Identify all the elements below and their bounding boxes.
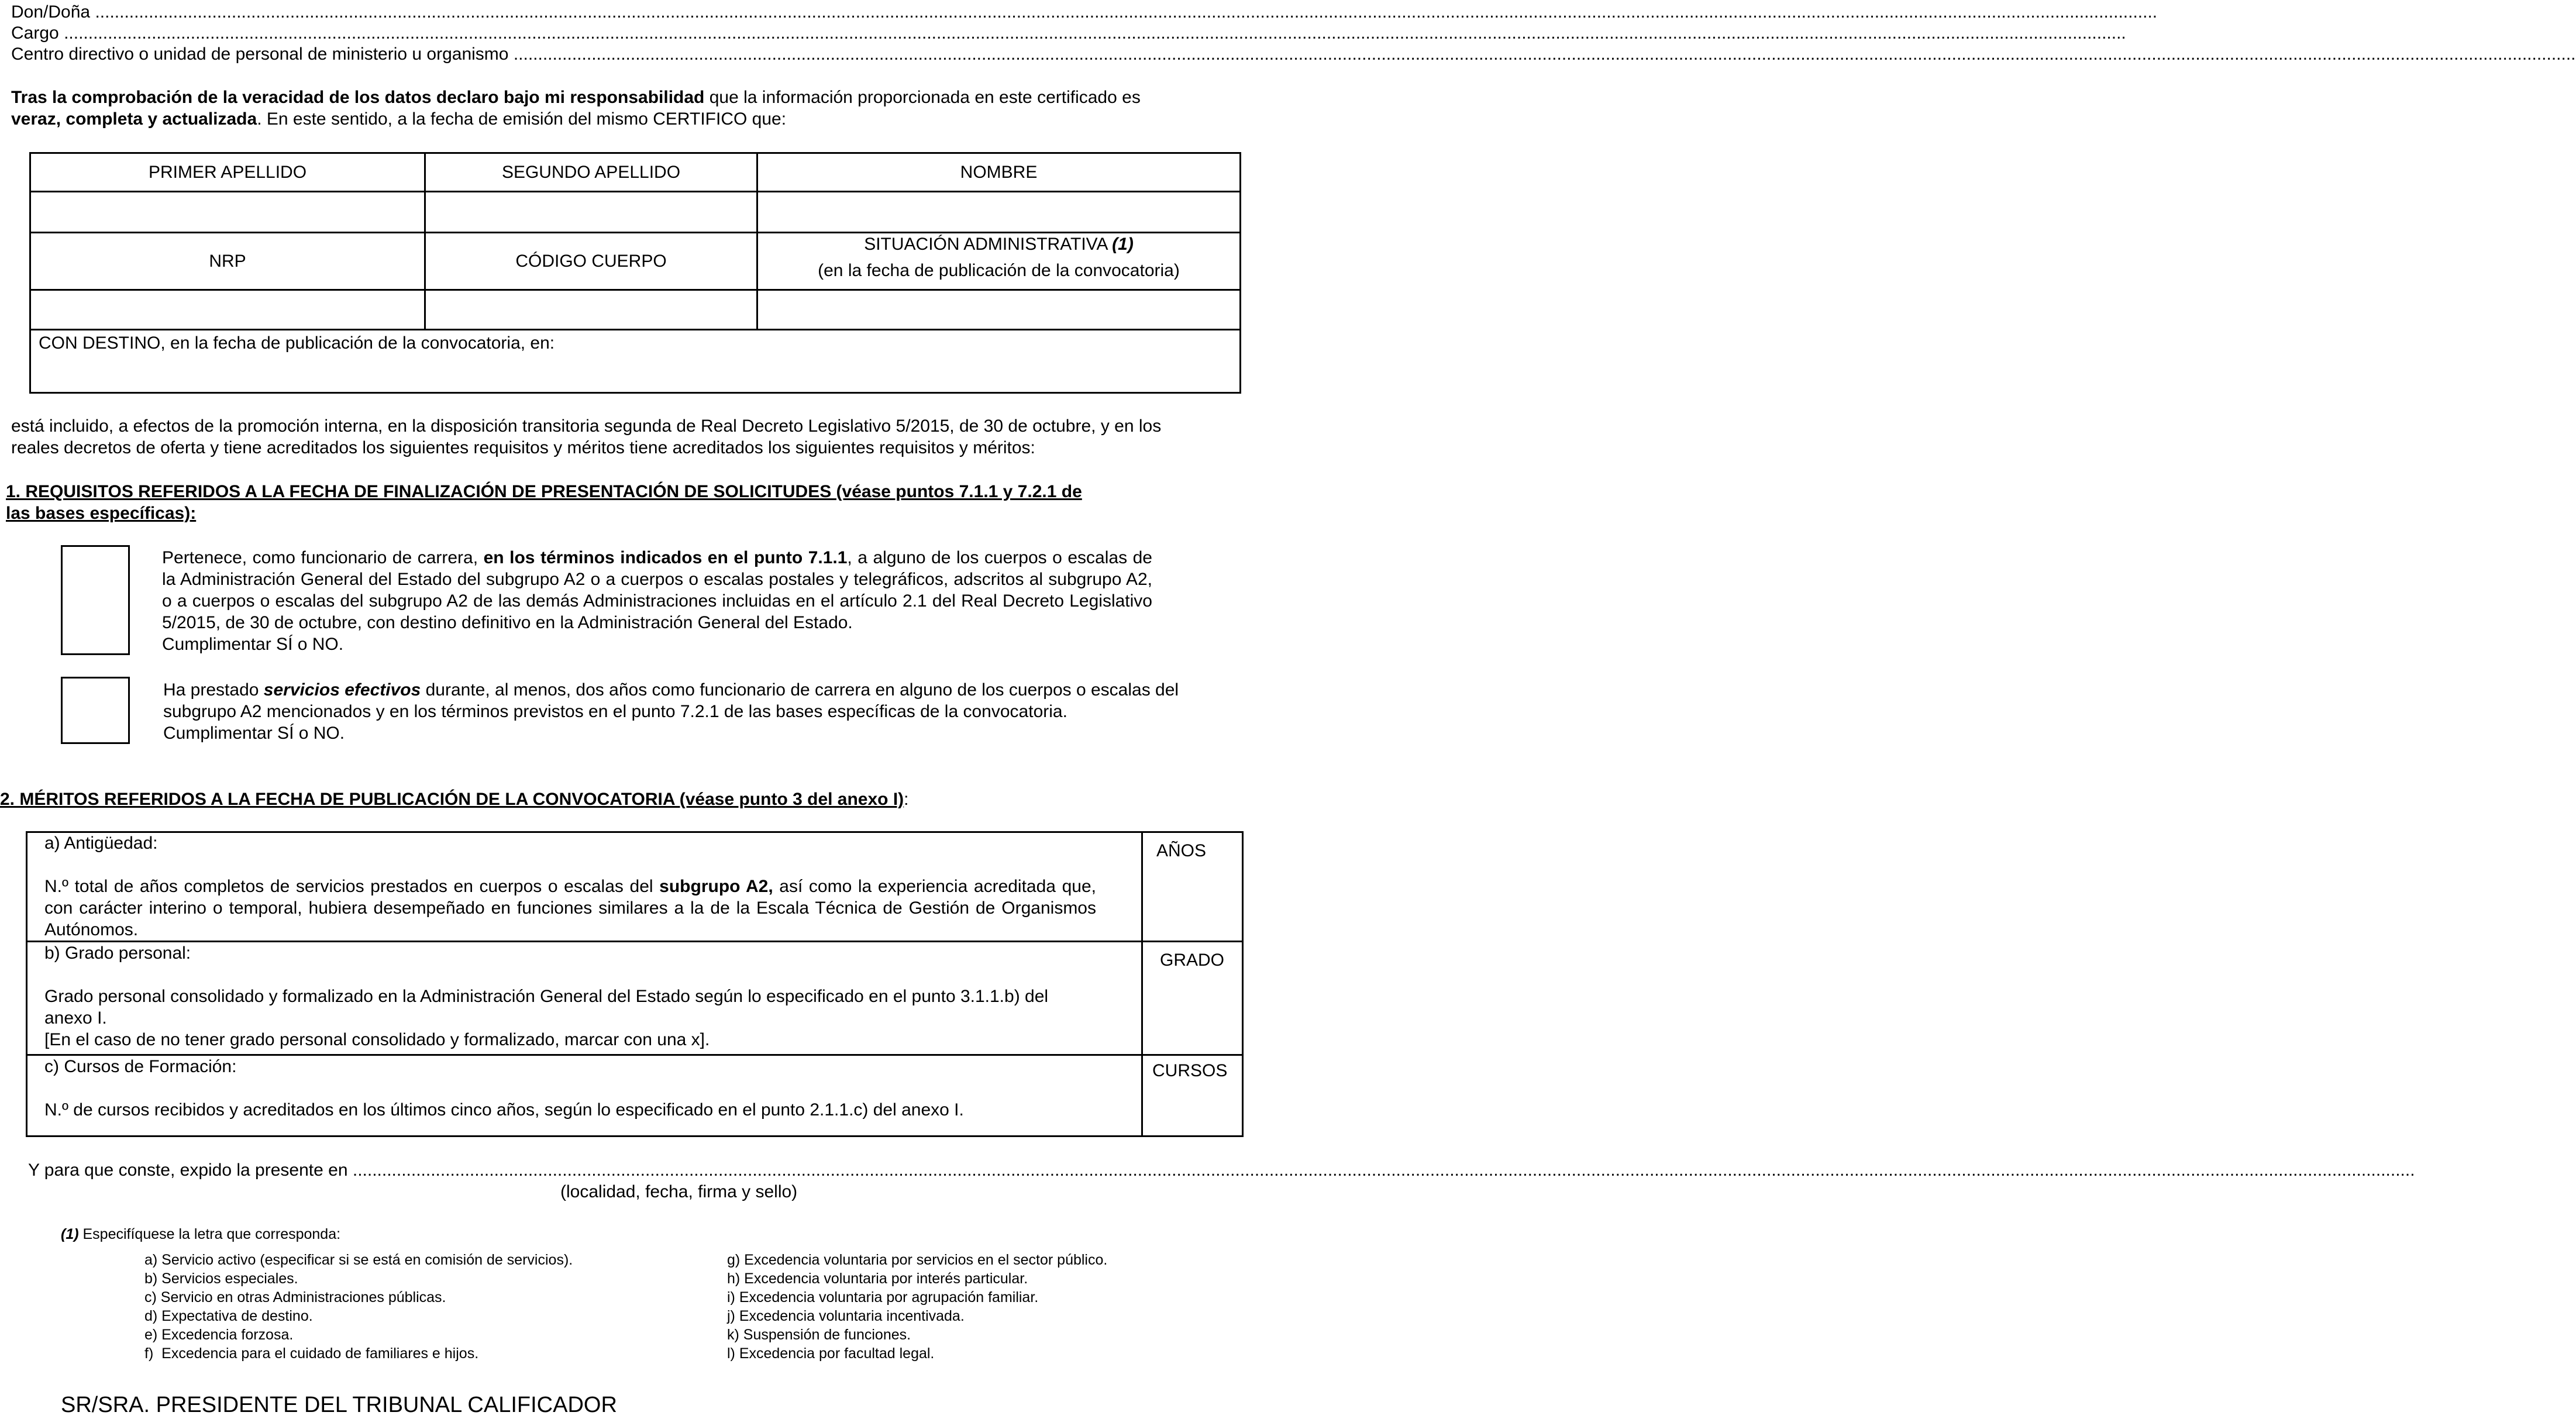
req1-bold: en los términos indicados en el punto 7.1.1 xyxy=(483,548,848,567)
list-item: l) Excedencia por facultad legal. xyxy=(727,1345,935,1362)
list-item: h) Excedencia voluntaria por interés particular. xyxy=(727,1270,1028,1287)
situacion-field[interactable] xyxy=(758,291,1239,329)
section2-title xyxy=(0,788,909,810)
list-item: k) Suspensión de funciones. xyxy=(727,1327,911,1343)
req1-b: , a alguno de los cuerpos o escalas de la Administración General del Estado del subgrupo A2 o a cuerpos o escalas postales y telegráficos, adscritos al subgrupo A2, o a cuerpos o escalas del subgrupo A2 de las demás Administraciones incluidas en el artículo 2.1 del Real Decreto Legislativo 5/2015, de 30 de octubre, con destino definitivo en la Administración General del Estado. xyxy=(162,548,1152,632)
requisito-2-text xyxy=(163,679,1210,744)
requisito-2-checkbox[interactable] xyxy=(61,677,130,744)
grado-text-1: Grado personal consolidado y formalizado en la Administración General del Estado según lo especificado en el punto 3.1.1.b) del anexo I. xyxy=(44,987,1049,1028)
list-item: c) Servicio en otras Administraciones públicas. xyxy=(144,1289,446,1306)
section1-title-line-1: 1. REQUISITOS REFERIDOS A LA FECHA DE FINALIZACIÓN DE PRESENTACIÓN DE SOLICITUDES (véase puntos 7.1.1 y 7.2.1 de xyxy=(6,482,1082,501)
list-item: a) Servicio activo (especificar si se está en comisión de servicios). xyxy=(144,1252,573,1268)
cursos-col-label: CURSOS xyxy=(1152,1061,1228,1080)
header-situacion xyxy=(758,233,1239,289)
closing-sub: (localidad, fecha, firma y sello) xyxy=(560,1182,798,1201)
header-primer-apellido: PRIMER APELLIDO xyxy=(148,163,307,182)
req2-b: durante, al menos, dos años como funcionario de carrera en alguno de los cuerpos o escalas del subgrupo A2 mencionados y en los términos previstos en el punto 7.2.1 de las bases específicas de la convocatoria. xyxy=(163,680,1179,721)
antiguedad-text-2: así como la experiencia acreditada que, con carácter interino o temporal, hubiera desempeñado en funciones similares a la de la Escala Técnica de Gestión de Organismos Autónomos. xyxy=(44,877,1096,939)
declaration-text-1: que la información proporcionada en este certificado es xyxy=(704,88,1141,107)
antiguedad-bold: subgrupo A2, xyxy=(659,877,773,896)
addressee: SR/SRA. PRESIDENTE DEL TRIBUNAL CALIFICADOR xyxy=(61,1393,617,1417)
dots: ....................................................................................................................................................................................................................................................................................................................................................................................................................................... xyxy=(95,2,2158,22)
list-item: i) Excedencia voluntaria por agrupación familiar. xyxy=(727,1289,1039,1306)
divider xyxy=(26,941,1244,942)
cursos-text: N.º de cursos recibidos y acreditados en los últimos cinco años, según lo especificado en el punto 2.1.1.c) del anexo I. xyxy=(44,1100,964,1120)
header-segundo-apellido: SEGUNDO APELLIDO xyxy=(501,163,681,182)
list-item: j) Excedencia voluntaria incentivada. xyxy=(727,1308,965,1324)
cursos-field[interactable] xyxy=(1143,1056,1244,1137)
declaration-bold-2: veraz, completa y actualizada xyxy=(11,109,257,129)
included-line-1: está incluido, a efectos de la promoción interna, en la disposición transitoria segunda de Real Decreto Legislativo 5/2015, de 30 de octubre, y en los xyxy=(11,416,1162,436)
grado-label: b) Grado personal: xyxy=(44,943,191,963)
anos-label: AÑOS xyxy=(1156,841,1207,860)
dots: ....................................................................................................................................................................................................................................................................................................................................................................................................................................... xyxy=(513,44,2576,64)
footnote-ref: (1) xyxy=(61,1226,79,1242)
list-item: b) Servicios especiales. xyxy=(144,1270,298,1287)
requisito-1-text xyxy=(162,547,1152,655)
header-codigo-cuerpo: CÓDIGO CUERPO xyxy=(515,252,667,271)
don-dona-label: Don/Doña xyxy=(11,2,91,22)
grado-text-2: [En el caso de no tener grado personal consolidado y formalizado, marcar con una x]. xyxy=(44,1030,710,1049)
antiguedad-label: a) Antigüedad: xyxy=(44,834,158,853)
declaration-bold-1: Tras la comprobación de la veracidad de los datos declaro bajo mi responsabilidad xyxy=(11,88,705,107)
section1-title-line-2: las bases específicas): xyxy=(6,504,197,523)
codigo-cuerpo-field[interactable] xyxy=(426,291,756,329)
centro-label: Centro directivo o unidad de personal de ministerio u organismo xyxy=(11,44,509,64)
section2-title-text: 2. MÉRITOS REFERIDOS A LA FECHA DE PUBLICACIÓN DE LA CONVOCATORIA (véase punto 3 del anexo I) xyxy=(0,790,904,809)
antiguedad-text xyxy=(44,876,1096,941)
footnote-left-list xyxy=(144,1251,706,1363)
grado-col-label: GRADO xyxy=(1160,950,1225,970)
centro-line[interactable] xyxy=(11,43,2576,65)
antiguedad-text-1: N.º total de años completos de servicios prestados en cuerpos o escalas del xyxy=(44,877,660,896)
list-item: d) Expectativa de destino. xyxy=(144,1308,313,1324)
dots: ....................................................................................................................................................................................................................................................................................................................................................................................................................................... xyxy=(352,1160,2415,1180)
list-item: f) Excedencia para el cuidado de familiares e hijos. xyxy=(144,1345,479,1362)
divider xyxy=(29,329,1241,330)
situacion-label: SITUACIÓN ADMINISTRATIVA xyxy=(864,235,1113,254)
header-nrp: NRP xyxy=(209,252,246,271)
closing-line[interactable] xyxy=(28,1159,2415,1181)
footnote-title-text: Especifíquese la letra que corresponda: xyxy=(78,1226,341,1242)
req1-c: Cumplimentar SÍ o NO. xyxy=(162,635,344,654)
closing-text: Y para que conste, expido la presente en xyxy=(28,1160,348,1180)
req2-bold-italic: servicios efectivos xyxy=(263,680,421,700)
footnote-right-list xyxy=(727,1251,1236,1363)
destino-label: CON DESTINO, en la fecha de publicación de la convocatoria, en: xyxy=(39,333,555,353)
declaration-text-2: . En este sentido, a la fecha de emisión del mismo CERTIFICO que: xyxy=(257,109,787,129)
section1-title xyxy=(6,481,1222,524)
list-item: e) Excedencia forzosa. xyxy=(144,1327,294,1343)
cargo-line[interactable] xyxy=(11,22,2126,44)
header-nombre: NOMBRE xyxy=(960,163,1038,182)
req2-a: Ha prestado xyxy=(163,680,264,700)
grado-field[interactable] xyxy=(1143,942,1244,1054)
dots: ....................................................................................................................................................................................................................................................................................................................................................................................................................................... xyxy=(64,23,2126,43)
list-item: g) Excedencia voluntaria por servicios en el sector público. xyxy=(727,1252,1108,1268)
nrp-field[interactable] xyxy=(31,291,424,329)
footnote-title xyxy=(61,1225,340,1244)
included-paragraph xyxy=(11,415,1216,459)
req1-a: Pertenece, como funcionario de carrera, xyxy=(162,548,484,567)
grado-text xyxy=(44,986,1097,1051)
cursos-label: c) Cursos de Formación: xyxy=(44,1057,237,1076)
cargo-label: Cargo xyxy=(11,23,59,43)
section2-title-colon: : xyxy=(904,790,909,809)
situacion-sub: (en la fecha de publicación de la convocatoria) xyxy=(818,261,1180,280)
situacion-ref: (1) xyxy=(1112,235,1134,254)
primer-apellido-field[interactable] xyxy=(31,192,424,232)
included-line-2: reales decretos de oferta y tiene acreditados los siguientes requisitos y méritos tiene acreditados los siguientes requisitos y méritos: xyxy=(11,438,1035,457)
declaration-paragraph xyxy=(11,87,1210,130)
segundo-apellido-field[interactable] xyxy=(426,192,756,232)
requisito-1-checkbox[interactable] xyxy=(61,545,130,655)
anos-field[interactable] xyxy=(1143,833,1244,941)
don-dona-line[interactable] xyxy=(11,1,2158,23)
req2-c: Cumplimentar SÍ o NO. xyxy=(163,724,345,743)
destino-field[interactable] xyxy=(31,354,1239,392)
nombre-field[interactable] xyxy=(758,192,1239,232)
